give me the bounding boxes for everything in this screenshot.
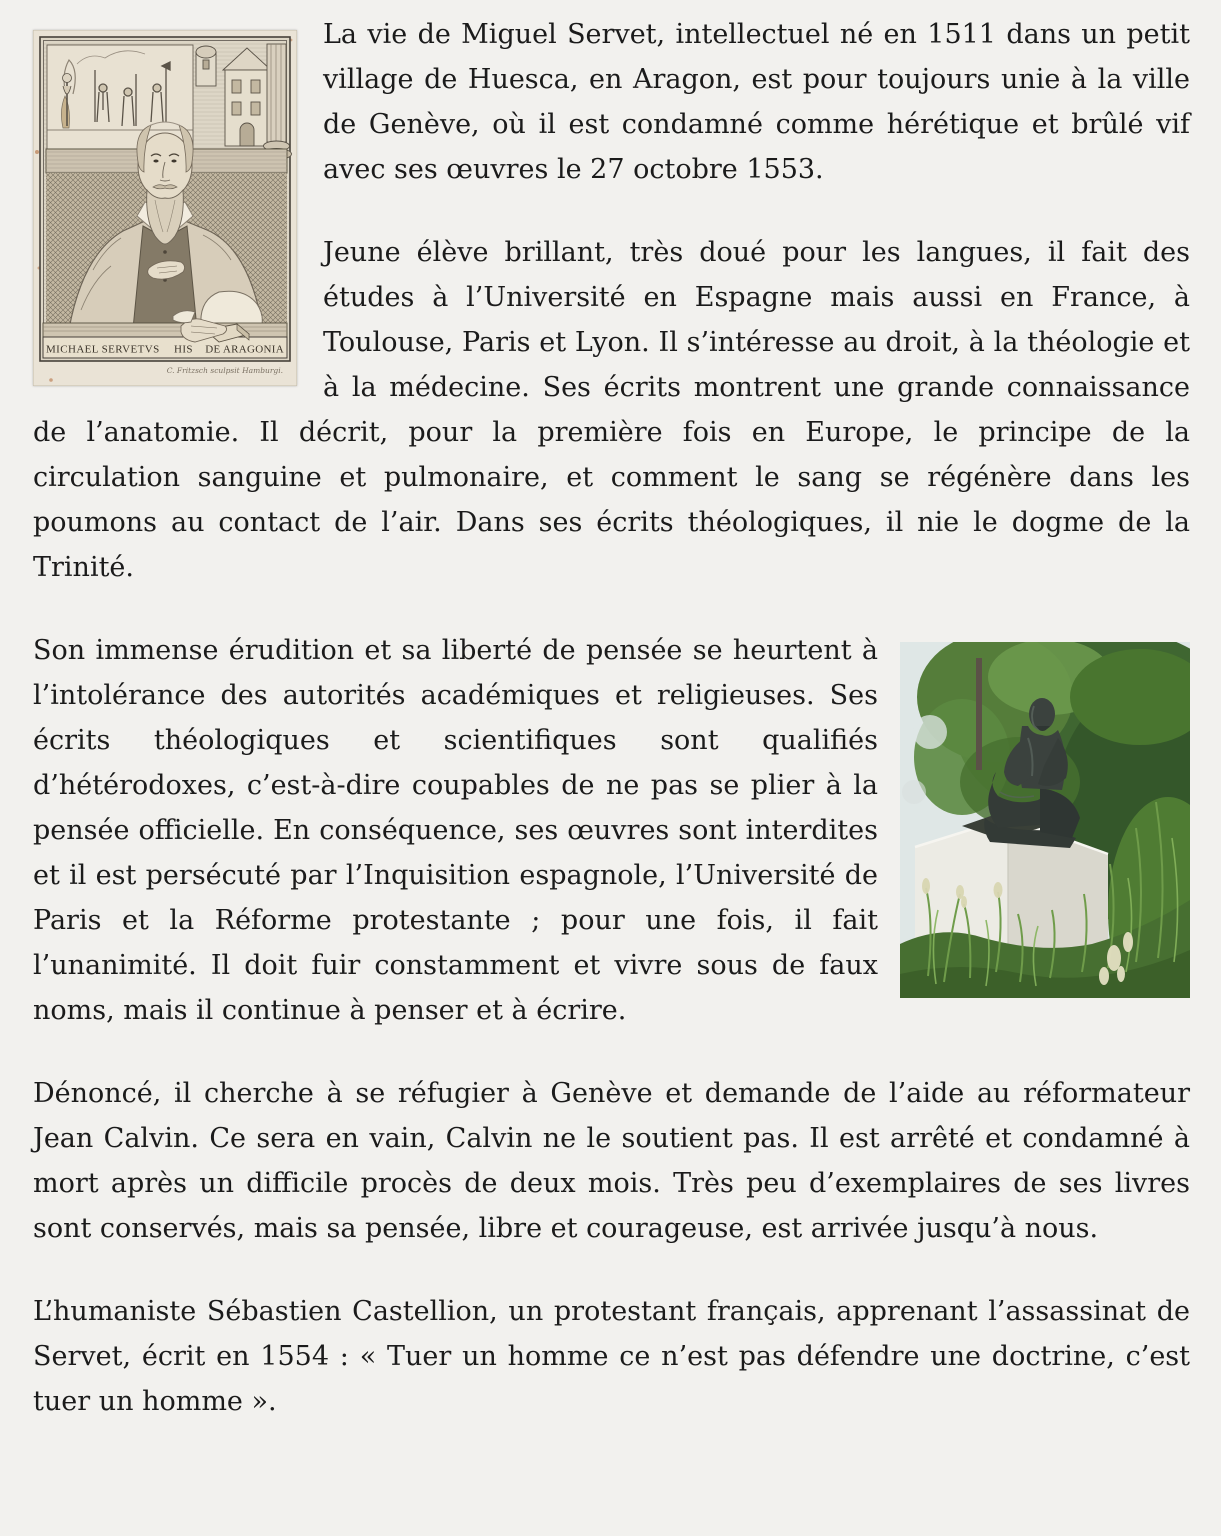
portrait-figure (33, 30, 297, 386)
statue-figure (900, 642, 1190, 998)
paragraph-studies: Jeune élève brillant, très doué pour les langues, il fait des études à l’Université en Espagne mais aussi en France, à Toulouse, Paris et Lyon. Il s’intéresse au droit, à la théologie et à la médecine. Ses écrits montrent une grande connaissance de l’anatomie. Il décrit, pour la première fois en Europe, le principe de la circulation sanguine et pulmonaire, et comment le sang se régénère dans les poumons au contact de l’air. Dans ses écrits théologiques, il nie le dogme de la Trinité. (33, 237, 1190, 583)
engraver-signature: C. Fritzsch sculpsit Hamburgi. (166, 366, 283, 375)
paragraph-intro: La vie de Miguel Servet, intellectuel né en 1511 dans un petit village de Huesca, en Aragon, est pour toujours unie à la ville de Genève, où il est condamné comme hérétique et brûlé vif avec ses œuvres le 27 octobre 1553. (323, 19, 1190, 185)
paragraph-trial: Dénoncé, il cherche à se réfugier à Genève et demande de l’aide au réformateur Jean Calvin. Ce sera en vain, Calvin ne le soutient pas. Il est arrêté et condamné à mort après un difficile procès de deux mois. Très peu d’exemplaires de ses livres sont conservés, mais sa pensée, libre et courageuse, est arrivée jusqu’à nous. (33, 1078, 1190, 1244)
servetus-engraving-image (33, 30, 297, 386)
servetus-statue-photo (900, 642, 1190, 998)
engraving-caption-right: DE ARAGONIA (205, 343, 284, 356)
engraving-caption-left: MICHAEL SERVETVS (46, 343, 160, 356)
paragraph-castellion: L’humaniste Sébastien Castellion, un protestant français, apprenant l’assassinat de Servet, écrit en 1554 : « Tuer un homme ce n’est pas défendre une doctrine, c’est tuer un homme ». (33, 1296, 1190, 1417)
engraving-caption-mid: HIS (174, 343, 193, 356)
paragraph-persecution: Son immense érudition et sa liberté de pensée se heurtent à l’intolérance des autorités académiques et religieuses. Ses écrits théologiques et scientifiques sont qualifiés d’hétérodoxes, c’est-à-dire coupables de ne pas se plier à la pensée officielle. En conséquence, ses œuvres sont interdites et il est persécuté par l’Inquisition espagnole, l’Université de Paris et la Réforme protestante ; pour une fois, il fait l’unanimité. Il doit fuir constamment et vivre sous de faux noms, mais il continue à penser et à écrire. (33, 635, 878, 1026)
